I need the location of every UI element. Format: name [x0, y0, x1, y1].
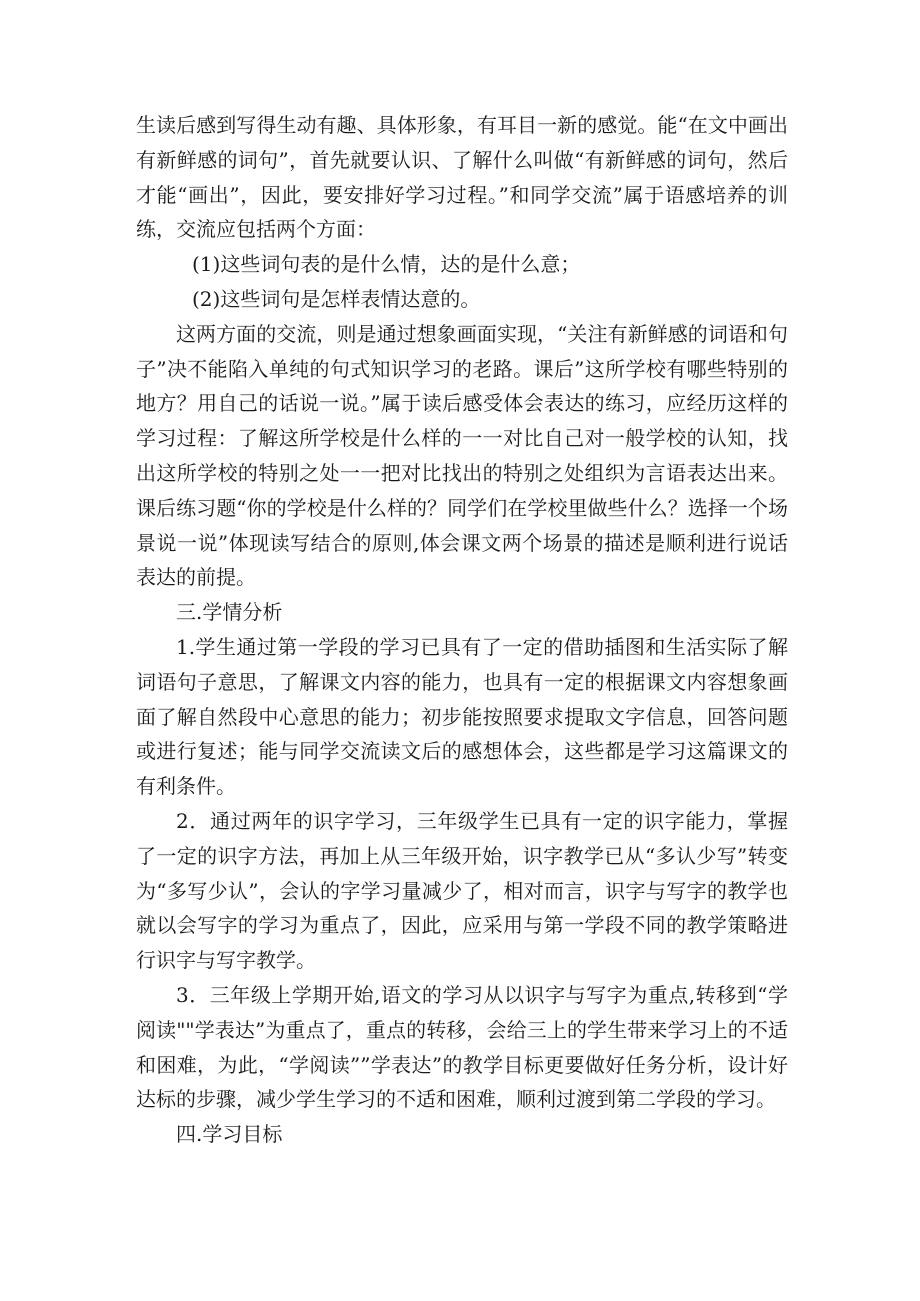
section-heading-4: 四.学习目标: [176, 1122, 283, 1147]
analysis-item-1: 1.学生通过第一学段的学习已具有了一定的借助插图和生活实际了解词语句子意思，了解课文内容的能力，也具有一定的根据课文内容想象画面了解自然段中心意思的能力；初步能按照要求提取文字信息，回答问题或进行复述；能与同学交流读文后的感想体会，这些都是学习这篇课文的有利条件。: [136, 634, 788, 799]
list-item-1: (1)这些词句表的是什么情，达的是什么意；: [192, 252, 581, 277]
section-heading-3: 三.学情分析: [176, 600, 283, 625]
paragraph-continued: 生读后感到写得生动有趣、具体形象，有耳目一新的感觉。能“在文中画出有新鲜感的词句”，首先就要认识、了解什么叫做“有新鲜感的词句，然后才能“画出”，因此，要安排好学习过程。”和同学交流”属于语感培养的训练，交流应包括两个方面：: [136, 113, 788, 242]
analysis-item-3: 3．三年级上学期开始,语文的学习从以识字与写字为重点,转移到“学阅读""学表达”为重点了，重点的转移，会给三上的学生带来学习上的不适和困难，为此，“学阅读””学表达”的教学目标更要做好任务分析，设计好达标的步骤，减少学生学习的不适和困难，顺利过渡到第二学段的学习。: [136, 982, 788, 1112]
document-body: [136, 108, 788, 1152]
list-item-2: (2)这些词句是怎样表情达意的。: [192, 286, 481, 311]
analysis-item-2: 2．通过两年的识字学习，三年级学生已具有一定的识字能力，掌握了一定的识字方法，再加上从三年级开始，识字教学已从“多认少写”转变为“多写少认”，会认的字学习量减少了，相对而言，识字与写字的教学也就以会写字的学习为重点了，因此，应采用与第一学段不同的教学策略进行识字与写字教学。: [136, 808, 788, 973]
paragraph-exchange: 这两方面的交流，则是通过想象画面实现，“关注有新鲜感的词语和句子”决不能陷入单纯的句式知识学习的老路。课后”这所学校有哪些特别的地方？用自己的话说一说。”属于读后感受体会表达的练习，应经历这样的学习过程：了解这所学校是什么样的一一对比自己对一般学校的认知，找出这所学校的特别之处一一把对比找出的特别之处组织为言语表达出来。课后练习题“你的学校是什么样的？同学们在学校里做些什么？选择一个场景说一说”体现读写结合的原则,体会课文两个场景的描述是顺利进行说话表达的前提。: [136, 321, 788, 590]
